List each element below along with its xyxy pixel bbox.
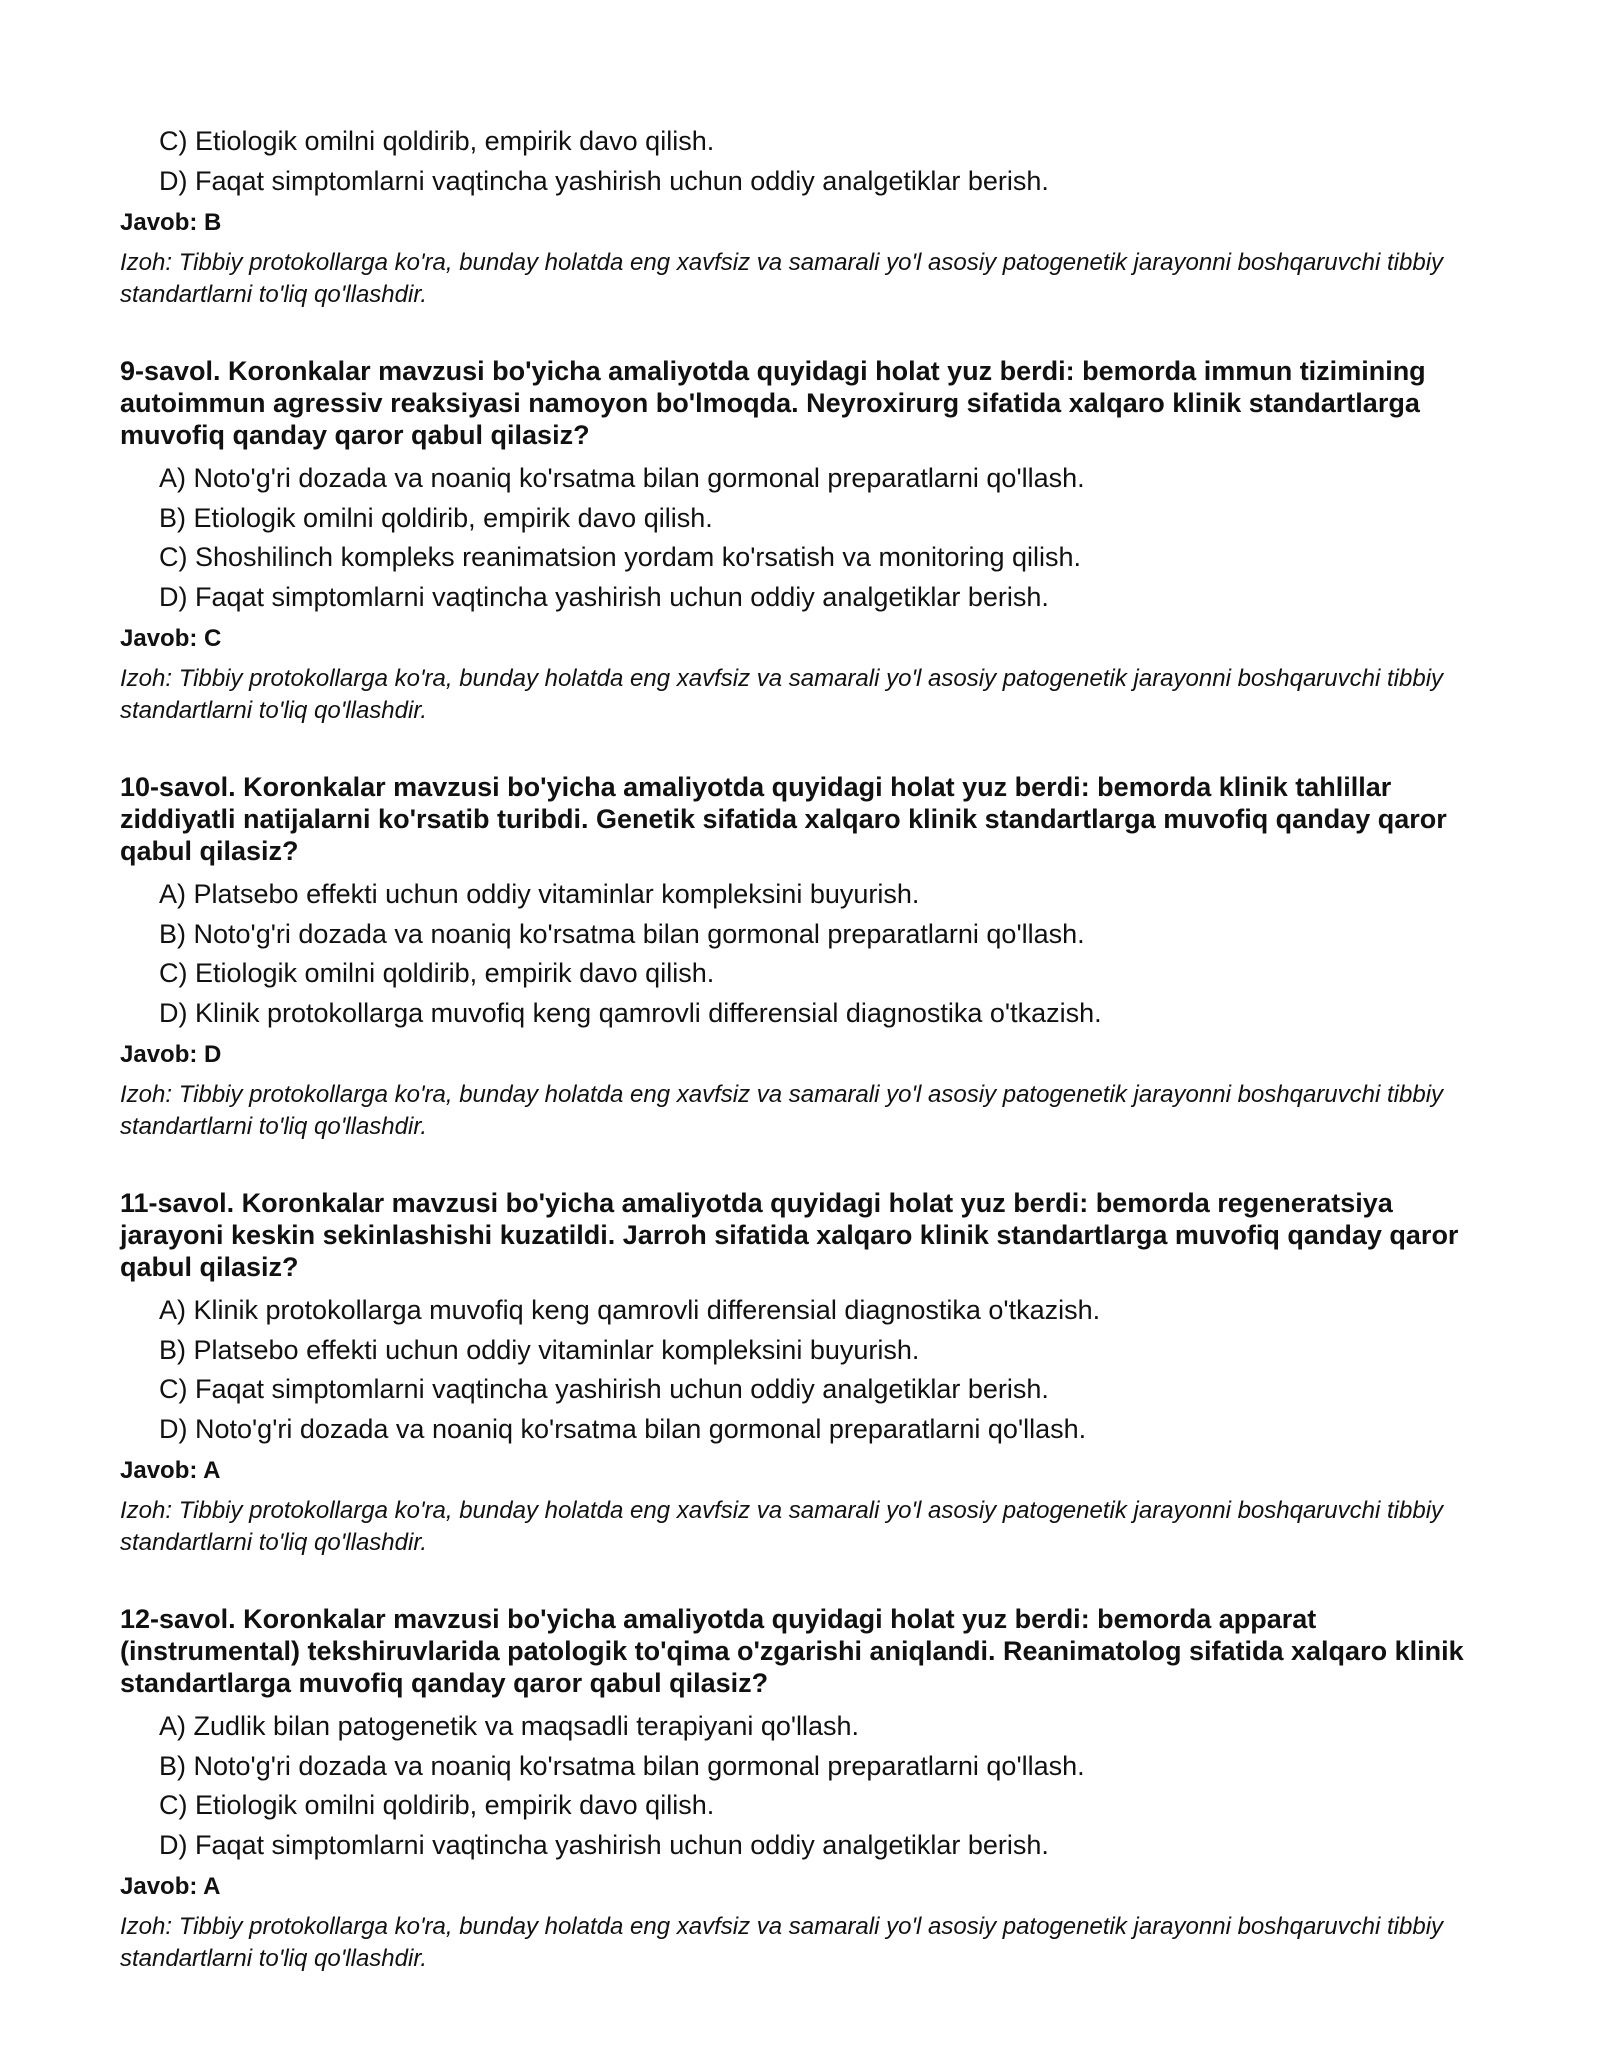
answer-option: C) Etiologik omilni qoldirib, empirik davo qilish. [159, 958, 715, 988]
question-12-block [120, 1603, 1500, 1975]
answer-option: D) Faqat simptomlarni vaqtincha yashirish uchun oddiy analgetiklar berish. [159, 165, 1049, 196]
answer-option: B) Platsebo effekti uchun oddiy vitaminlar kompleksini buyurish. [159, 1334, 920, 1365]
explanation-note: Izoh: Tibbiy protokollarga ko'ra, bunday holatda eng xavfsiz va samarali yo'l asosiy patogenetik jarayonni boshqaruvchi tibbiy standartlarni to'liq qo'llashdir. [120, 1913, 1444, 1972]
question-text: 12-savol. Koronkalar mavzusi bo'yicha amaliyotda quyidagi holat yuz berdi: bemorda apparat (instrumental) tekshiruvlarida patologik to'qima o'zgarishi aniqlandi. Reanimatolog sifatida xalqaro klinik standartlarga muvofiq qanday qaror qabul qilasiz? [120, 1604, 1464, 1698]
answer-option: B) Noto'g'ri dozada va noaniq ko'rsatma bilan gormonal preparatlarni qo'llash. [159, 1750, 1085, 1781]
answer-option: C) Faqat simptomlarni vaqtincha yashirish uchun oddiy analgetiklar berish. [159, 1374, 1049, 1404]
correct-answer: Javob: D [120, 1041, 222, 1068]
question-text: 11-savol. Koronkalar mavzusi bo'yicha amaliyotda quyidagi holat yuz berdi: bemorda regeneratsiya jarayoni keskin sekinlashishi kuzatildi. Jarroh sifatida xalqaro klinik standartlarga muvofiq qanday qaror qabul qilasiz? [120, 1188, 1459, 1282]
answer-option: B) Etiologik omilni qoldirib, empirik davo qilish. [159, 502, 713, 533]
answer-option: D) Faqat simptomlarni vaqtincha yashirish uchun oddiy analgetiklar berish. [159, 1829, 1049, 1860]
explanation-note: Izoh: Tibbiy protokollarga ko'ra, bunday holatda eng xavfsiz va samarali yo'l asosiy patogenetik jarayonni boshqaruvchi tibbiy standartlarni to'liq qo'llashdir. [120, 1081, 1444, 1140]
correct-answer: Javob: A [120, 1457, 221, 1484]
answer-option: A) Noto'g'ri dozada va noaniq ko'rsatma bilan gormonal preparatlarni qo'llash. [159, 463, 1085, 493]
explanation-note: Izoh: Tibbiy protokollarga ko'ra, bunday holatda eng xavfsiz va samarali yo'l asosiy patogenetik jarayonni boshqaruvchi tibbiy standartlarni to'liq qo'llashdir. [120, 665, 1444, 724]
answer-option: A) Platsebo effekti uchun oddiy vitaminlar kompleksini buyurish. [159, 879, 920, 909]
question-11-block [120, 1187, 1500, 1559]
question-text: 9-savol. Koronkalar mavzusi bo'yicha amaliyotda quyidagi holat yuz berdi: bemorda immun tizimining autoimmun agressiv reaksiyasi namoyon bo'lmoqda. Neyroxirurg sifatida xalqaro klinik standartlarga muvofiq qanday qaror qabul qilasiz? [120, 356, 1426, 450]
answer-option: C) Etiologik omilni qoldirib, empirik davo qilish. [159, 126, 715, 156]
correct-answer: Javob: C [120, 625, 222, 652]
answer-option: A) Klinik protokollarga muvofiq keng qamrovli differensial diagnostika o'tkazish. [159, 1295, 1101, 1325]
answer-option: D) Klinik protokollarga muvofiq keng qamrovli differensial diagnostika o'tkazish. [159, 997, 1102, 1028]
question-text: 10-savol. Koronkalar mavzusi bo'yicha amaliyotda quyidagi holat yuz berdi: bemorda klinik tahlillar ziddiyatli natijalarni ko'rsatib turibdi. Genetik sifatida xalqaro klinik standartlarga muvofiq qanday qaror qabul qilasiz? [120, 772, 1447, 866]
correct-answer: Javob: A [120, 1873, 221, 1900]
explanation-note: Izoh: Tibbiy protokollarga ko'ra, bunday holatda eng xavfsiz va samarali yo'l asosiy patogenetik jarayonni boshqaruvchi tibbiy standartlarni to'liq qo'llashdir. [120, 1497, 1444, 1556]
question-10-block [120, 771, 1500, 1143]
answer-option: D) Noto'g'ri dozada va noaniq ko'rsatma bilan gormonal preparatlarni qo'llash. [159, 1413, 1087, 1444]
document-page [120, 122, 1500, 1975]
answer-option: C) Etiologik omilni qoldirib, empirik davo qilish. [159, 1790, 715, 1820]
question-9-block [120, 355, 1500, 727]
question-8-continuation [120, 122, 1500, 311]
answer-option: B) Noto'g'ri dozada va noaniq ko'rsatma bilan gormonal preparatlarni qo'llash. [159, 918, 1085, 949]
correct-answer: Javob: B [120, 209, 222, 236]
answer-option: A) Zudlik bilan patogenetik va maqsadli terapiyani qo'llash. [159, 1711, 860, 1741]
answer-option: C) Shoshilinch kompleks reanimatsion yordam ko'rsatish va monitoring qilish. [159, 542, 1082, 572]
answer-option: D) Faqat simptomlarni vaqtincha yashirish uchun oddiy analgetiklar berish. [159, 581, 1049, 612]
explanation-note: Izoh: Tibbiy protokollarga ko'ra, bunday holatda eng xavfsiz va samarali yo'l asosiy patogenetik jarayonni boshqaruvchi tibbiy standartlarni to'liq qo'llashdir. [120, 249, 1444, 308]
